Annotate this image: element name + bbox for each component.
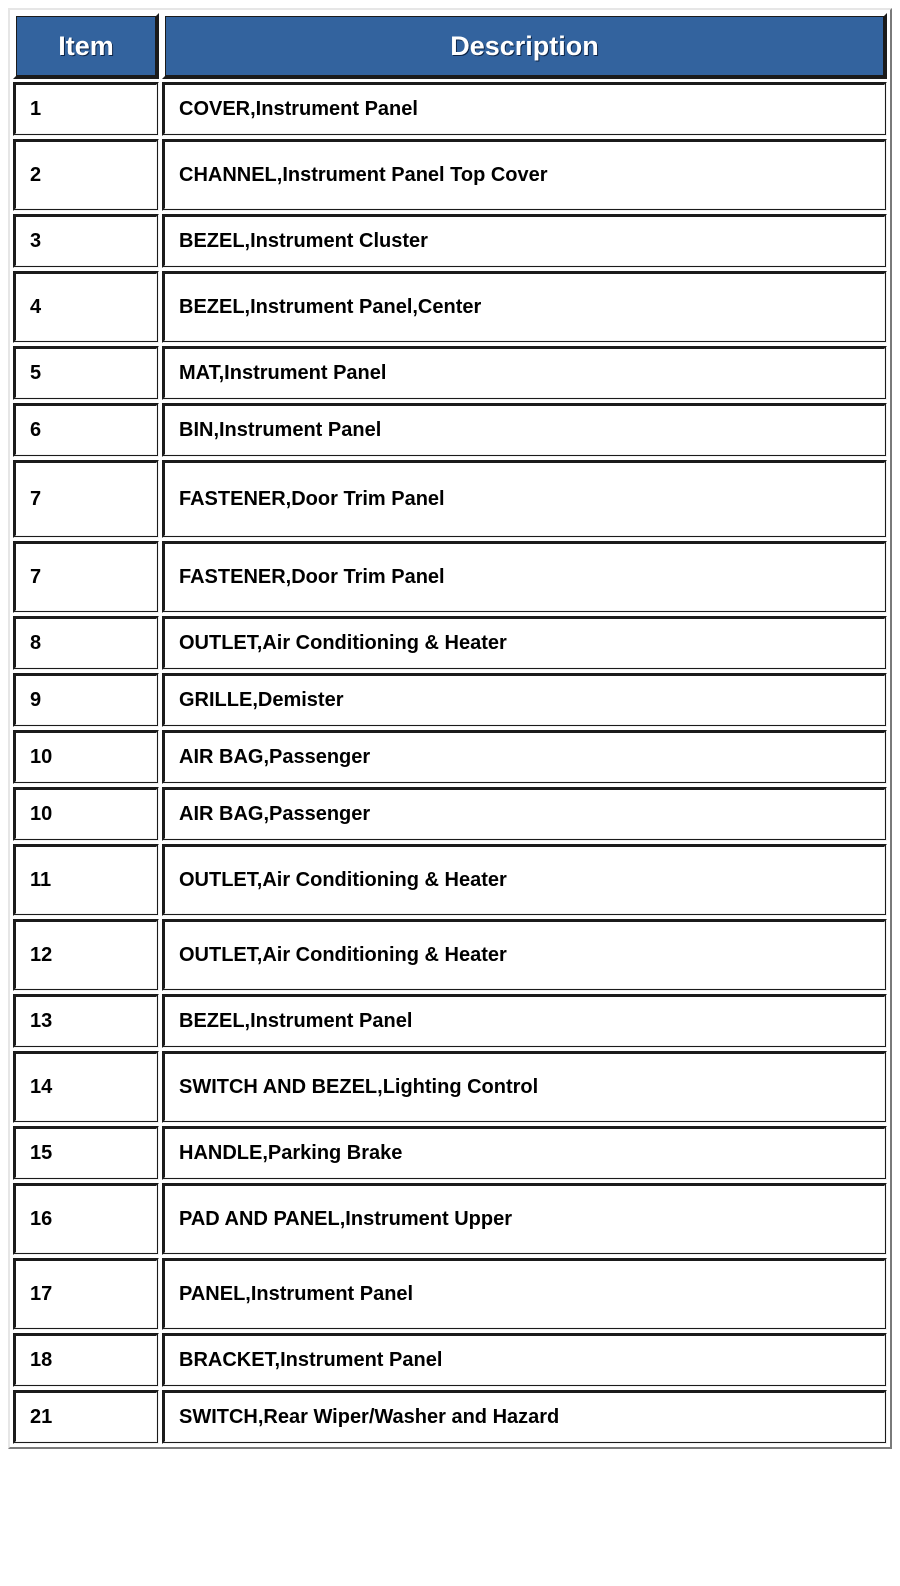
header-item: Item [13,13,159,79]
description-cell: OUTLET,Air Conditioning & Heater [162,616,887,670]
item-number-cell: 18 [13,1333,159,1387]
description-cell: FASTENER,Door Trim Panel [162,460,887,538]
table-row [13,214,887,268]
table-row [13,460,887,538]
description-cell: MAT,Instrument Panel [162,346,887,400]
description-cell: PANEL,Instrument Panel [162,1258,887,1330]
description-cell: BIN,Instrument Panel [162,403,887,457]
table-row [13,787,887,841]
description-cell: AIR BAG,Passenger [162,787,887,841]
description-cell: HANDLE,Parking Brake [162,1126,887,1180]
table-row [13,730,887,784]
item-number-cell: 5 [13,346,159,400]
table-row [13,844,887,916]
table-row [13,616,887,670]
description-cell: OUTLET,Air Conditioning & Heater [162,844,887,916]
item-number-cell: 12 [13,919,159,991]
item-number-cell: 6 [13,403,159,457]
item-number-cell: 11 [13,844,159,916]
description-cell: BRACKET,Instrument Panel [162,1333,887,1387]
table-row [13,541,887,613]
description-cell: FASTENER,Door Trim Panel [162,541,887,613]
table-row [13,1390,887,1444]
description-cell: BEZEL,Instrument Panel,Center [162,271,887,343]
parts-table [8,8,892,1449]
description-cell: SWITCH,Rear Wiper/Washer and Hazard [162,1390,887,1444]
item-number-cell: 4 [13,271,159,343]
table-row [13,673,887,727]
table-row [13,994,887,1048]
item-number-cell: 10 [13,787,159,841]
table-row [13,1258,887,1330]
item-number-cell: 10 [13,730,159,784]
description-cell: COVER,Instrument Panel [162,82,887,136]
item-number-cell: 14 [13,1051,159,1123]
description-cell: BEZEL,Instrument Panel [162,994,887,1048]
table-row [13,919,887,991]
table-row [13,1051,887,1123]
table-row [13,139,887,211]
description-cell: PAD AND PANEL,Instrument Upper [162,1183,887,1255]
header-row [13,13,887,79]
item-number-cell: 7 [13,541,159,613]
item-number-cell: 7 [13,460,159,538]
item-number-cell: 8 [13,616,159,670]
item-number-cell: 15 [13,1126,159,1180]
table-row [13,346,887,400]
item-number-cell: 3 [13,214,159,268]
item-number-cell: 13 [13,994,159,1048]
item-number-cell: 1 [13,82,159,136]
item-number-cell: 16 [13,1183,159,1255]
description-cell: GRILLE,Demister [162,673,887,727]
table-row [13,271,887,343]
header-description: Description [162,13,887,79]
item-number-cell: 2 [13,139,159,211]
description-cell: AIR BAG,Passenger [162,730,887,784]
table-row [13,1333,887,1387]
table-row [13,403,887,457]
table-row [13,1126,887,1180]
description-cell: SWITCH AND BEZEL,Lighting Control [162,1051,887,1123]
table-row [13,1183,887,1255]
description-cell: OUTLET,Air Conditioning & Heater [162,919,887,991]
item-number-cell: 17 [13,1258,159,1330]
item-number-cell: 9 [13,673,159,727]
description-cell: BEZEL,Instrument Cluster [162,214,887,268]
description-cell: CHANNEL,Instrument Panel Top Cover [162,139,887,211]
item-number-cell: 21 [13,1390,159,1444]
table-row [13,82,887,136]
